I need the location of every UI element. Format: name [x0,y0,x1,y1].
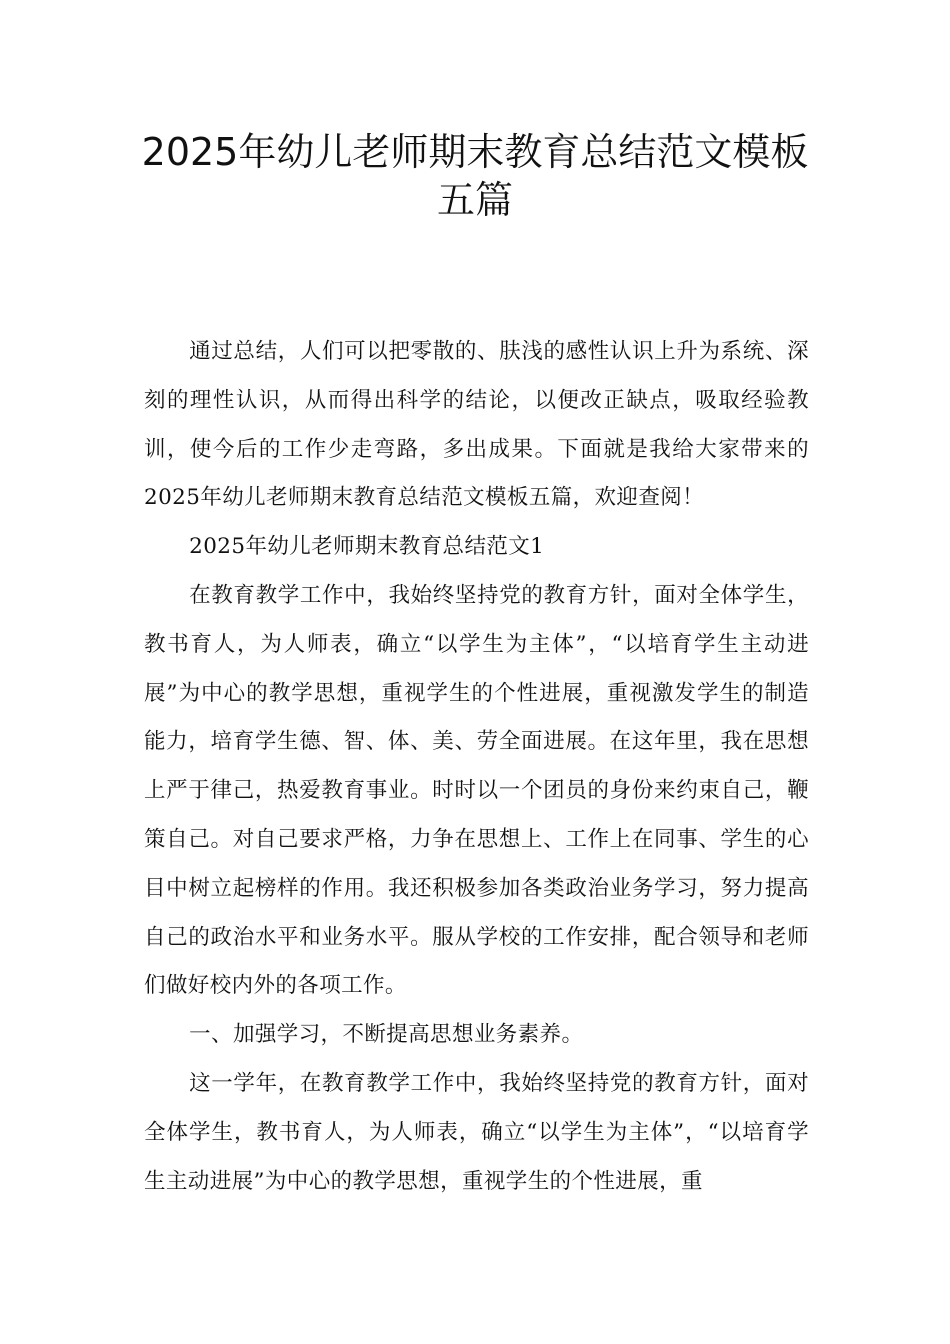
document-title [120,128,830,224]
title-line-2: 五篇 [436,178,513,222]
intro-paragraph: 通过总结，人们可以把零散的、肤浅的感性认识上升为系统、深刻的理性认识，从而得出科学的结论，以便改正缺点，吸取经验教训，使今后的工作少走弯路，多出成果。下面就是我给大家带来的2025年幼儿老师期末教育总结范文模板五篇，欢迎查阅！ [144,339,809,511]
section-heading: 2025年幼儿老师期末教育总结范文1 [189,534,545,560]
subsection-heading: 一、加强学习，不断提高思想业务素养。 [189,1022,584,1048]
body-paragraph: 在教育教学工作中，我始终坚持党的教育方针，面对全体学生，教书育人，为人师表，确立“以学生为主体”，“以培育学生主动进展”为中心的教学思想，重视学生的个性进展，重视激发学生的制造能力，培育学生德、智、体、美、劳全面进展。在这年里，我在思想上严于律己，热爱教育事业。时时以一个团员的身份来约束自己，鞭策自己。对自己要求严格，力争在思想上、工作上在同事、学生的心目中树立起榜样的作用。我还积极参加各类政治业务学习，努力提高自己的政治水平和业务水平。服从学校的工作安排，配合领导和老师们做好校内外的各项工作。 [144,582,809,999]
body-paragraph: 这一学年，在教育教学工作中，我始终坚持党的教育方针，面对全体学生，教书育人，为人师表，确立“以学生为主体”，“以培育学生主动进展”为中心的教学思想，重视学生的个性进展，重 [144,1070,809,1194]
title-line-1: 2025年幼儿老师期末教育总结范文模板 [141,130,809,174]
document-body [144,328,809,1206]
